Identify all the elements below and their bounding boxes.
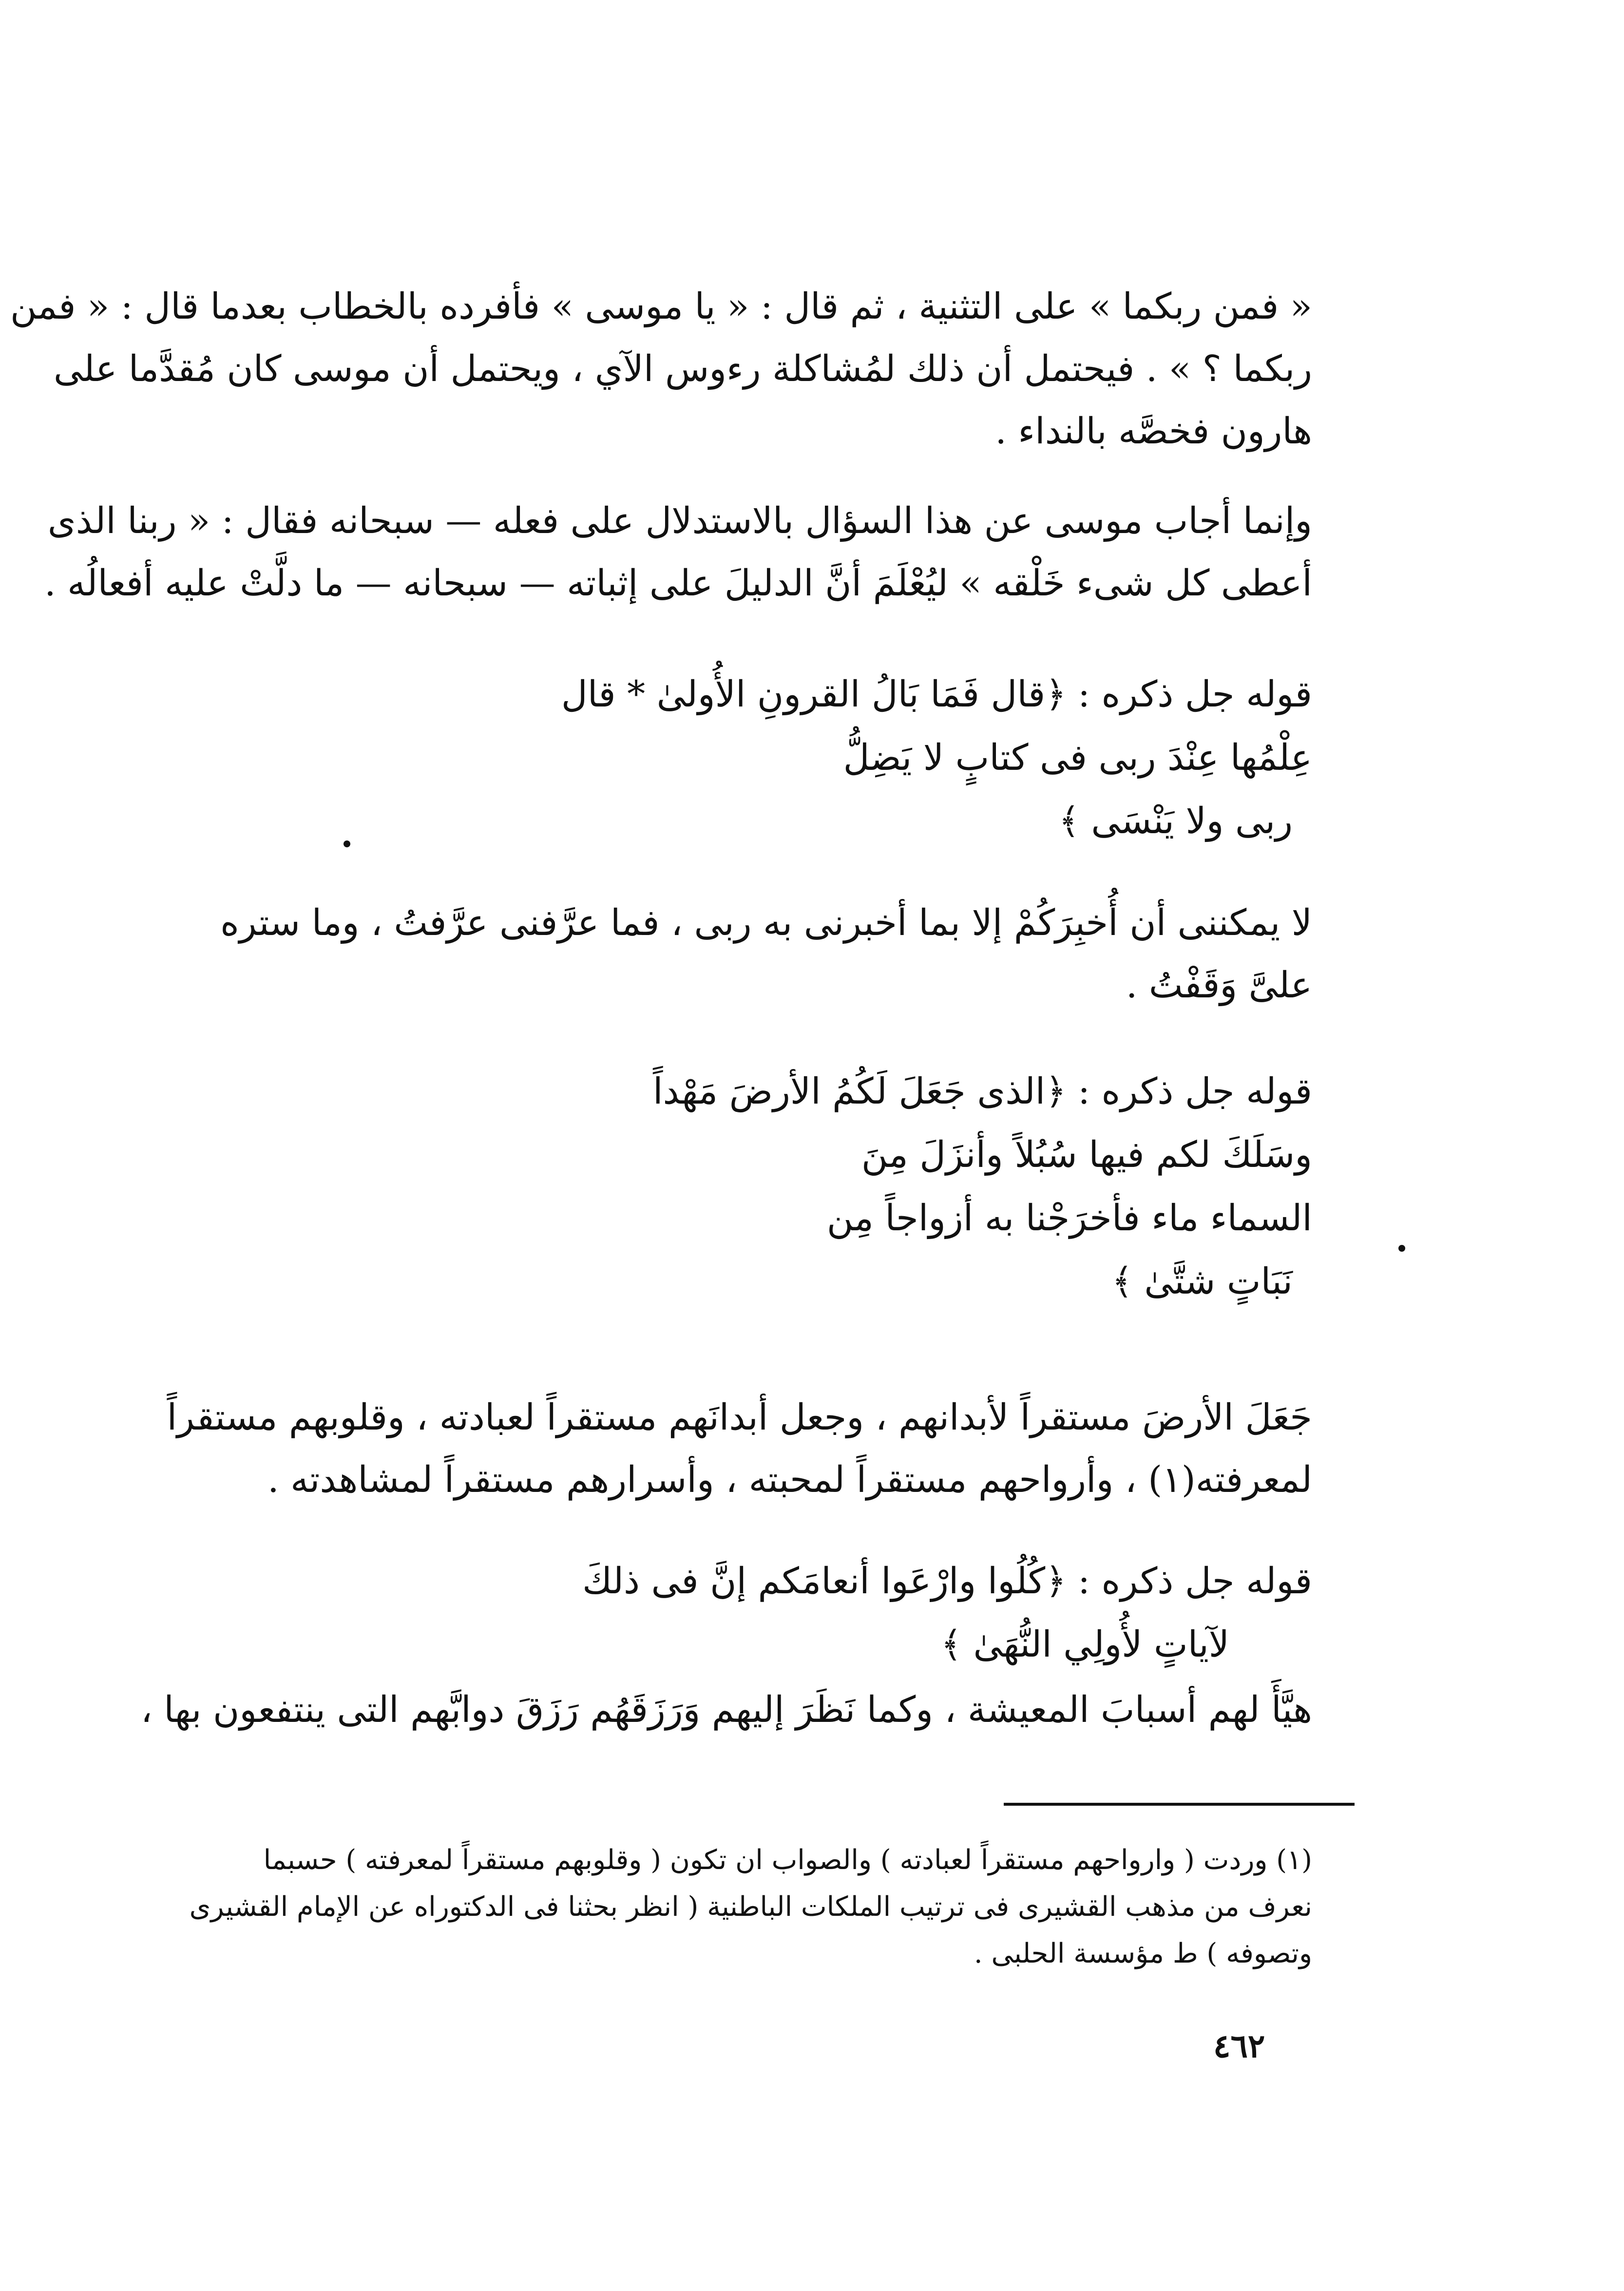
footnote-line: (١) وردت ( وارواحهم مستقراً لعبادته ) والصواب ان تكون ( وقلوبهم مستقراً لمعرفته ) حسبما xyxy=(263,1844,1312,1876)
text-line: لا يمكننى أن أُخبِرَكُمْ إلا بما أخبرنى به ربى ، فما عرَّفنى عرَّفتُ ، وما ستره xyxy=(220,902,1312,944)
verse-line: لآياتٍ لأُولِي النُّهَىٰ ﴾ xyxy=(940,1623,1229,1665)
paragraph-2 xyxy=(44,490,1312,614)
paragraph-4 xyxy=(167,1386,1312,1511)
text-line: جَعَلَ الأرضَ مستقراً لأبدانهم ، وجعل أبدانَهم مستقراً لعبادته ، وقلوبهم مستقراً xyxy=(167,1396,1312,1438)
quran-verse-3 xyxy=(308,1549,1312,1676)
text-line: وإنما أجاب موسى عن هذا السؤال بالاستدلال على فعله — سبحانه فقال : « ربنا الذى xyxy=(47,500,1312,542)
text-line: أعطى كل شىء خَلْقه » ليُعْلَمَ أنَّ الدليلَ على إثباته — سبحانه — ما دلَّتْ عليه أفعالُه . xyxy=(44,562,1312,604)
verse-line: قوله جل ذكره : ﴿الذى جَعَلَ لَكُمُ الأرضَ مَهْداً xyxy=(653,1070,1312,1112)
text-line: هارون فخصَّه بالنداء . xyxy=(995,410,1312,452)
footnote-line: وتصوفه ) ط مؤسسة الحلبى . xyxy=(974,1938,1312,1969)
footnote xyxy=(189,1837,1312,1977)
paragraph-1 xyxy=(10,275,1312,462)
text-line: « فمن ربكما » على التثنية ، ثم قال : « يا موسى » فأفرده بالخطاب بعدما قال : « فمن xyxy=(10,286,1312,327)
footnote-separator xyxy=(1004,1803,1355,1806)
verse-line: عِلْمُها عِنْدَ ربى فى كتابٍ لا يَضِلُّ xyxy=(843,737,1312,779)
text-line: علىَّ وَقَفْتُ . xyxy=(1126,964,1312,1006)
paragraph-5 xyxy=(140,1679,1312,1741)
verse-line: وسَلَكَ لكم فيها سُبُلاً وأنزَلَ مِنَ xyxy=(861,1134,1312,1176)
verse-line: نَبَاتٍ شتَّىٰ ﴾ xyxy=(1111,1260,1293,1302)
text-line: هيَّأَ لهم أسبابَ المعيشة ، وكما نَظَرَ إليهم وَرَزَقَهُم رَزَقَ دوابَّهم التى ينتفعون بها ، xyxy=(140,1689,1312,1731)
text-line: لمعرفته(١) ، وأرواحهم مستقراً لمحبته ، وأسرارهم مستقراً لمشاهدته . xyxy=(267,1459,1312,1501)
verse-line: قوله جل ذكره : ﴿كُلُوا وارْعَوا أنعامَكم إنَّ فى ذلكَ xyxy=(582,1560,1312,1602)
quran-verse-2 xyxy=(308,1060,1312,1313)
paragraph-3 xyxy=(220,892,1312,1016)
verse-line: السماء ماء فأخرَجْنا به أزواجاً مِن xyxy=(826,1197,1312,1239)
verse-line: ربى ولا يَنْسَى ﴾ xyxy=(1058,800,1293,842)
verse-line: قوله جل ذكره : ﴿قال فَمَا بَالُ القرونِ الأُولىٰ * قال xyxy=(561,673,1312,715)
margin-dot xyxy=(344,840,350,847)
page-number: ٤٦٢ xyxy=(1213,2027,1265,2065)
footnote-line: نعرف من مذهب القشيرى فى ترتيب الملكات الباطنية ( انظر بحثنا فى الدكتوراه عن الإمام القشيرى xyxy=(189,1891,1312,1923)
quran-verse-1 xyxy=(308,663,1312,853)
text-line: ربكما ؟ » . فيحتمل أن ذلك لمُشاكلة رءوس الآي ، ويحتمل أن موسى كان مُقدَّما على xyxy=(53,348,1312,390)
margin-dot xyxy=(1398,1245,1405,1252)
